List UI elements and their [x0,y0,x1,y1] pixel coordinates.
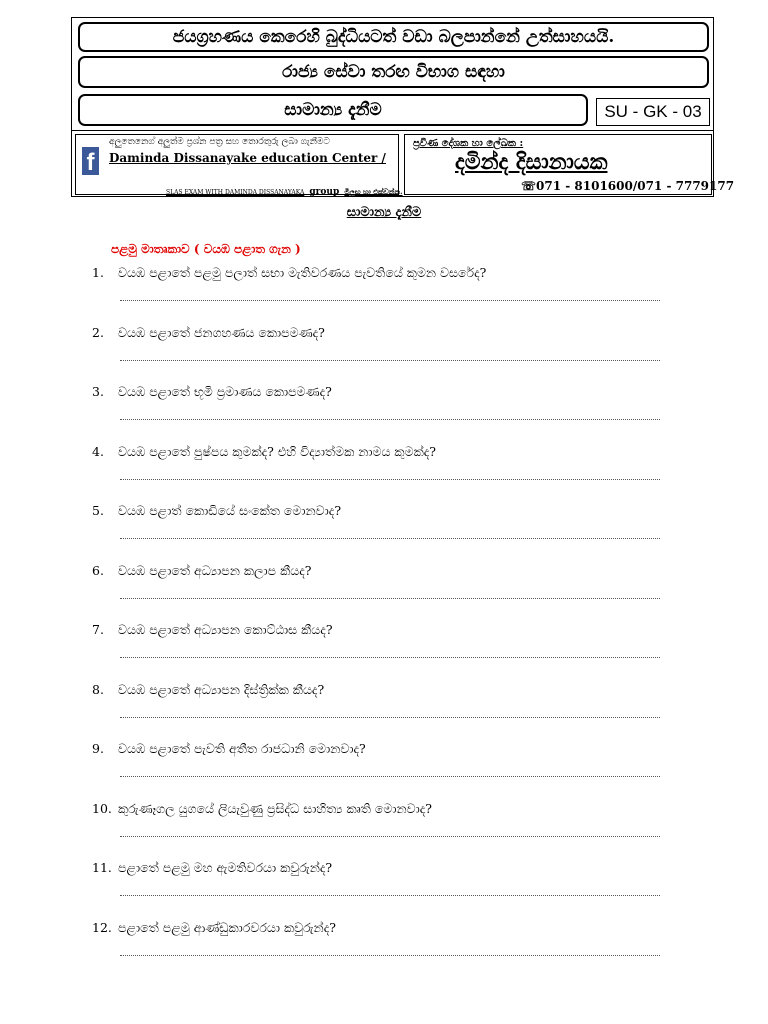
facebook-group-suffix: මිලඟ හා එක්වන්න. [344,187,403,196]
question-number: 1. [92,265,104,280]
exam-title: රාජ්‍ය සේවා තරඟ විභාග සඳහා [282,62,505,82]
answer-line[interactable] [120,598,660,599]
question-item [92,265,486,281]
question-text: වයඹ පළාතේ අධ්‍යාපන කොට්ඨාස කීයද? [118,622,333,637]
answer-line[interactable] [120,836,660,837]
question-item [92,444,436,460]
facebook-group-name[interactable]: SLAS EXAM WITH DAMINDA DISSANAYAKA [166,189,305,196]
question-number: 10. [92,801,112,816]
question-text: වයඹ පළාතේ පළමු පලාත් සභා මැතිවරණය පැවතියේ කුමන වසරේද? [118,265,487,280]
phone-line [521,179,734,193]
question-item [92,563,311,579]
answer-line[interactable] [120,419,660,420]
author-info-box [404,134,735,195]
header-divider [72,130,713,131]
question-number: 12. [92,920,112,935]
answer-line[interactable] [120,300,660,301]
question-number: 8. [92,682,104,697]
page-title [0,205,768,220]
slogan-box [78,22,709,52]
answer-line[interactable] [120,717,660,718]
facebook-group-word: group [309,187,340,197]
paper-code: SU - GK - 03 [596,98,710,126]
facebook-icon: f [82,147,99,175]
question-number: 2. [92,325,104,340]
question-text: පළාතේ පළමු ආණ්ඩුකාරවරයා කවුරුන්ද? [118,920,336,935]
question-text: වයඹ පළාතේ අධ්‍යාපන කලාප කීයද? [118,563,312,578]
question-number: 9. [92,741,104,756]
subject-box [78,94,588,126]
question-number: 4. [92,444,104,459]
answer-line[interactable] [120,657,660,658]
slogan: ජයග්‍රහණය කෙරෙහි බුද්ධියටත් වඩා බලපාන්නේ උත්සාහයයි. [172,27,615,47]
answer-line[interactable] [120,895,660,896]
exam-box [78,56,709,88]
question-item [92,325,325,341]
question-text: වයඹ පළාතේ පුෂ්පය කුමක්ද? එහි විද්‍යාත්මක නාමය කුමක්ද? [118,444,436,459]
question-item [92,801,432,817]
phone-icon: ☏ [521,179,537,193]
question-text: වයඹ පළාත් කොඩියේ සංකේත මොනවාද? [118,503,342,518]
question-number: 6. [92,563,104,578]
facebook-page-link[interactable]: Daminda Dissanayake education Center / [109,151,386,165]
facebook-info-box [75,134,403,197]
answer-line[interactable] [120,538,660,539]
question-number: 5. [92,503,104,518]
facebook-note: අලුතෙනෙග් අලුත්ම ප්‍රශ්න පත්‍ර සහ තොරතුරු ලබා ගැනීමට [109,137,330,147]
answer-line[interactable] [120,776,660,777]
subject-title: සාමාන්‍ය දැනීම [284,100,382,120]
question-item [92,503,341,519]
answer-line[interactable] [120,955,660,956]
question-item [92,920,336,936]
page-title-text: සාමාන්‍ය දැනීම [346,205,422,220]
question-item [92,384,332,400]
question-text: පළාතේ පළමු මහ ඇමතිවරයා කවුරුන්ද? [118,860,333,875]
question-item [92,682,324,698]
question-text: වයඹ පළාතේ පැවති අතීත රාජධානි මොනවාද? [118,741,366,756]
question-text: වයඹ පළාතේ අධ්‍යාපන දිස්ත්‍රික්ක කීයද? [118,682,325,697]
question-number: 11. [92,860,112,875]
question-text: වයඹ පළාතේ භූමි ප්‍රමාණය කොපමණද? [118,384,332,399]
author-name: දමින්ද දිසානායක [455,149,608,175]
answer-line[interactable] [120,479,660,480]
question-number: 7. [92,622,104,637]
answer-line[interactable] [120,360,660,361]
question-item [92,622,333,638]
question-item [92,860,332,876]
facebook-group-line [166,179,403,198]
phone-numbers: 071 - 8101600/071 - 7779177 [536,179,735,193]
question-number: 3. [92,384,104,399]
worksheet-header [71,17,735,197]
question-item [92,741,366,757]
author-label: ප්‍රවීණ දේශක හා ලේඛක : [413,138,524,149]
section-heading: පළමු මාතෘකාව ( වයඹ පළාත ගැන ) [111,242,301,256]
question-text: වයඹ පළාතේ ජනගහණය කොපමණද? [118,325,325,340]
question-text: කුරුණෑගල යුගයේ ලියැවුණු ප්‍රසිද්ධ සාහිත්‍ය කෘති මොනවාද? [118,801,432,816]
